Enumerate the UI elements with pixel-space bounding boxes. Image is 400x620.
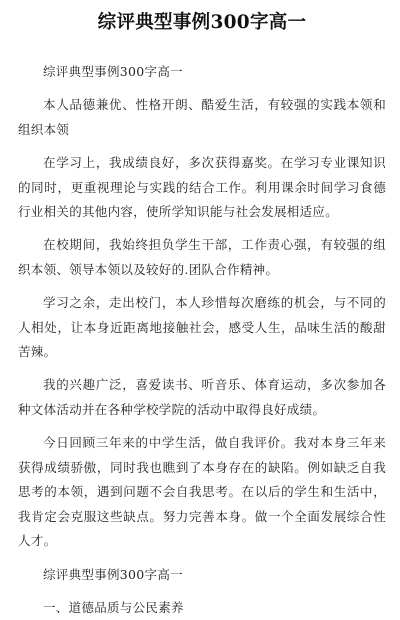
- section-heading: 一、道德品质与公民素养: [43, 599, 184, 615]
- document-title: 综评典型事例300字高一: [97, 12, 307, 33]
- paragraph-self-evaluation: 今日回顾三年来的中学生活，做自我评价。我对本身三年来获得成绩骄傲，同时我也瞧到了本身存在的缺陷。例如缺乏自我思考的本领，遇到问题不会自我思考。在以后的学生和生活中，我肯定会克服这些缺点。努力完善本身。做一个全面发展综合性人才。: [18, 435, 386, 549]
- paragraph-subtitle-repeat: 综评典型事例300字高一: [43, 566, 183, 582]
- paragraph-study: 在学习上，我成绩良好，多次获得嘉奖。在学习专业课知识的同时，更重视理论与实践的结合工作。利用课余时间学习食德行业相关的其他内容，使所学知识能与社会发展相适应。: [18, 155, 386, 220]
- paragraph-intro: 本人品德兼优、性格开朗、酷爱生活，有较强的实践本领和组织本领: [18, 97, 386, 137]
- paragraph-school: 在校期间，我始终担负学生干部，工作责心强，有较强的组织本领、领导本领以及较好的.团队合作精神。: [18, 237, 386, 277]
- paragraph-subtitle: 综评典型事例300字高一: [43, 64, 183, 79]
- paragraph-spare-time: 学习之余，走出校门，本人珍惜每次磨练的机会，与不同的人相处，让本身近距离地接触社会，感受人生，品味生活的酸甜苦辣。: [18, 295, 386, 360]
- paragraph-interests: 我的兴趣广泛，喜爱读书、听音乐、体育运动，多次参加各种文体活动并在各种学校学院的活动中取得良好成绩。: [18, 377, 386, 417]
